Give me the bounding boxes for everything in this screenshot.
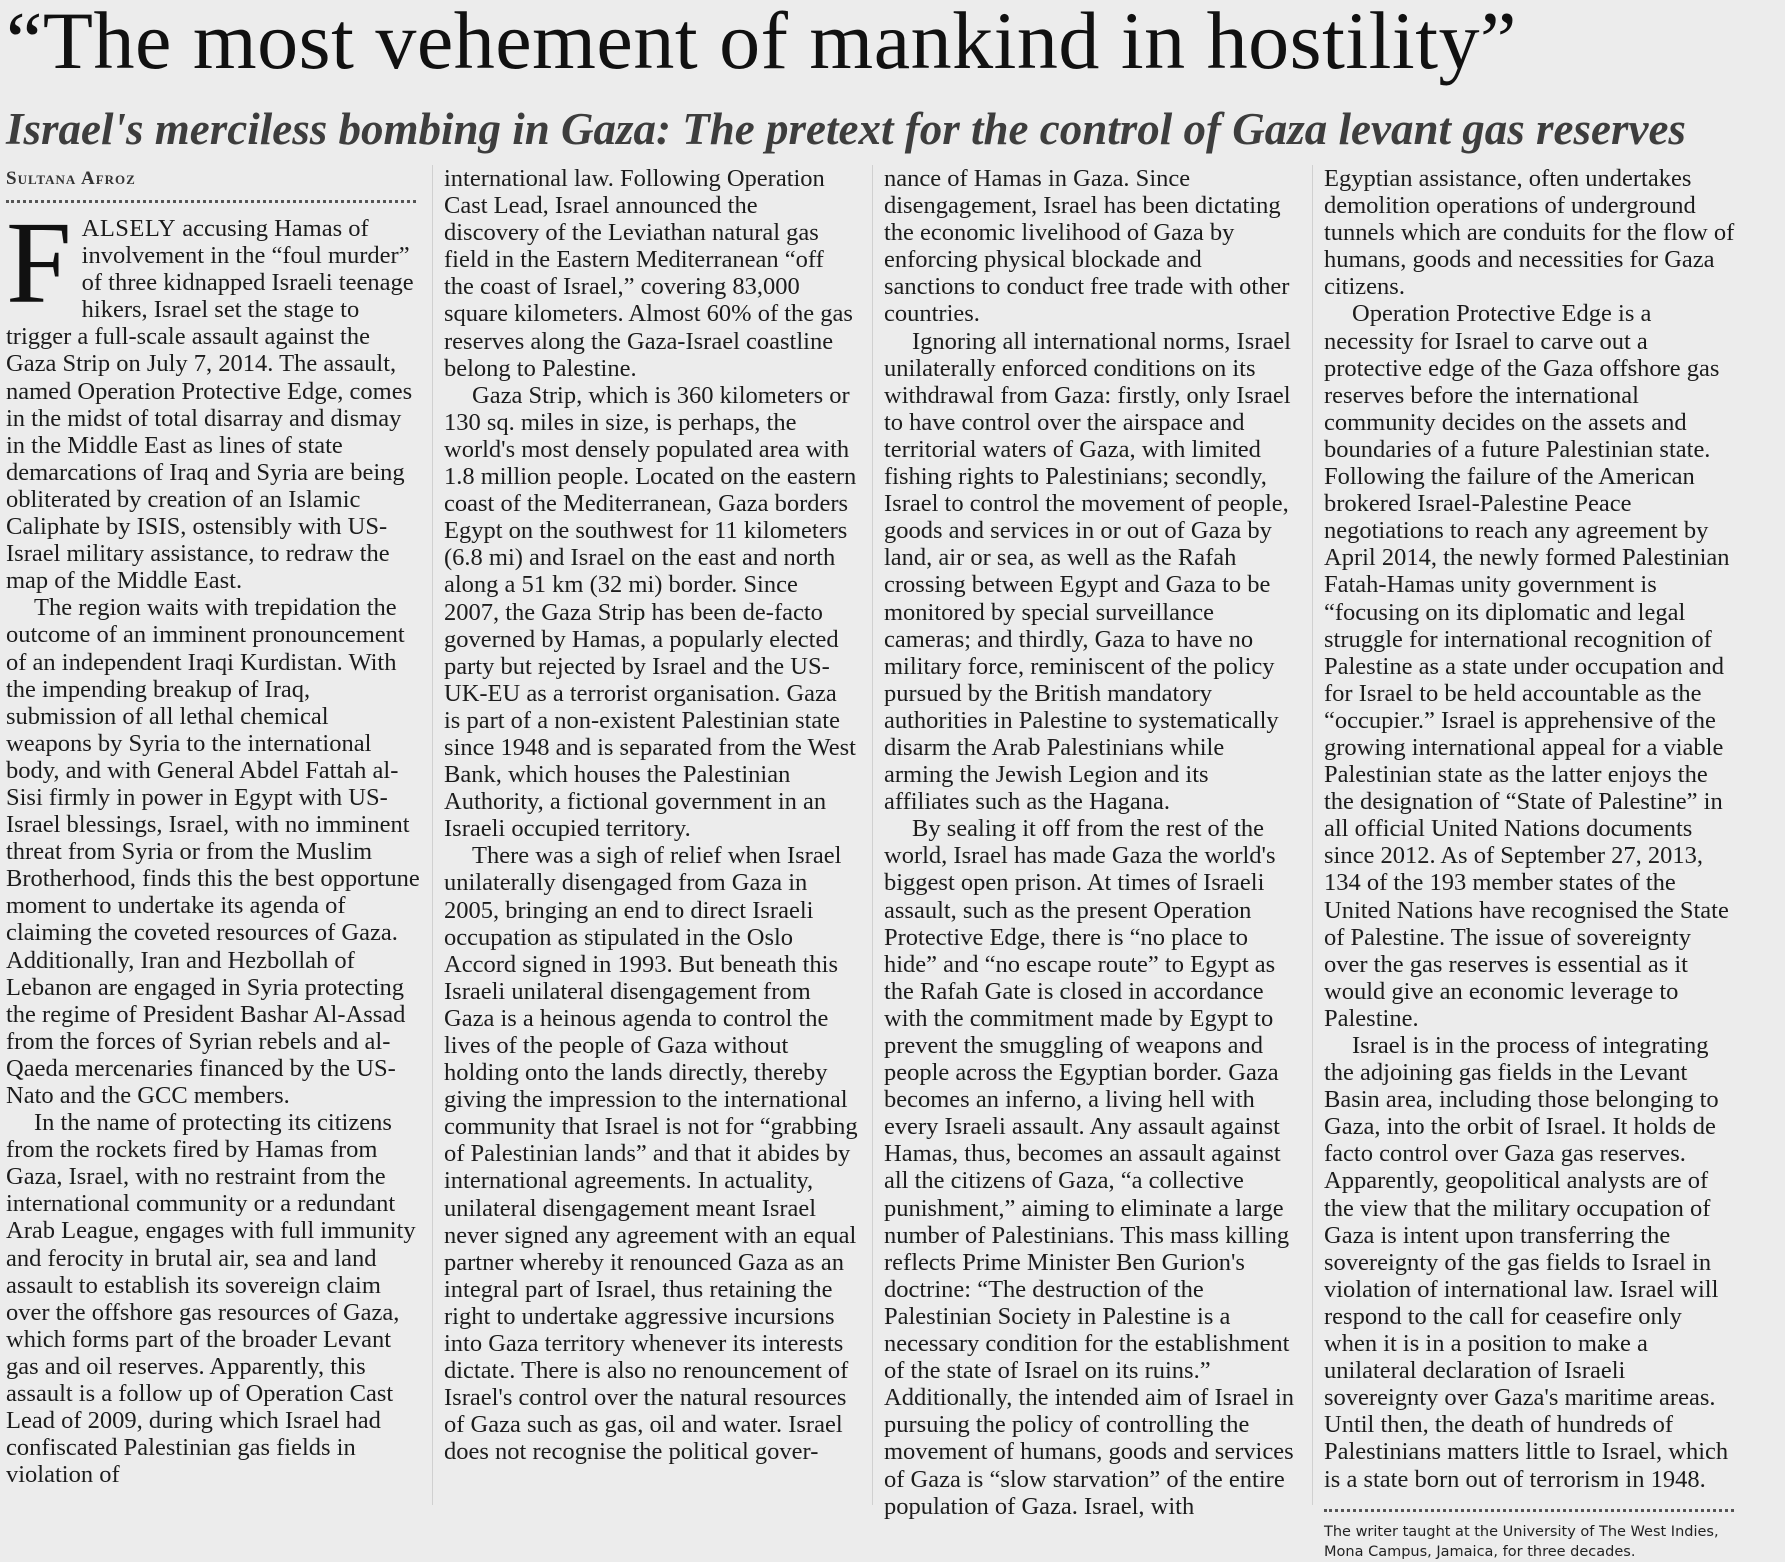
paragraph: There was a sigh of relief when Israel unilaterally disengaged from Gaza in 2005, bringing an end to direct Israeli occupation as stipulated in the Oslo Accord signed in 1993. But beneath this Israeli unilateral disengagement from Gaza is a heinous agenda to control the lives of the people of Gaza without holding onto the lands directly, thereby giving the impression to the international community that Israel is not for “grabbing of Palestinian lands” and that it abides by international agreements. In actuality, unilateral disengagement meant Israel never signed any agreement with an equal partner whereby it renounced Gaza as an integral part of Israel, thus retaining the right to undertake aggressive incursions into Gaza territory whenever its interests dictate. There is also no renouncement of Israel's control over the natural resources of Gaza such as gas, oil and water. Israel does not recognise the political gover- xyxy=(444,842,858,1466)
paragraph: international law. Following Operation Cast Lead, Israel announced the discovery of the Leviathan natural gas field in the Eastern Mediterranean “off the coast of Israel,” covering 83,000 square kilometers. Almost 60% of the gas reserves along the Gaza-Israel coastline belong to Palestine. xyxy=(444,165,853,382)
drop-cap: F xyxy=(6,197,72,328)
column-rule xyxy=(1312,165,1313,1505)
paragraph: Operation Protective Edge is a necessity for Israel to carve out a protective edge of the Gaza offshore gas reserves before the international community decides on the assets and boundaries of a future Palestinian state. Following the failure of the American brokered Israel-Palestine Peace negotiations to reach any agreement by April 2014, the newly formed Palestinian Fatah-Hamas unity government is “focusing on its diplomatic and legal struggle for international recognition of Palestine as a state under occupation and for Israel to be held accountable as the “occupier.” Israel is apprehensive of the growing international appeal for a viable Palestinian state as the latter enjoys the the designation of “State of Palestine” in all official United Nations documents since 2012. As of September 27, 2013, 134 of the 193 member states of the United Nations have recognised the State of Palestine. The issue of sovereignty over the gas reserves is essential as it would give an economic leverage to Palestine. xyxy=(1324,300,1730,1032)
paragraph-text: accusing Hamas of involvement in the “foul murder” of three kidnapped Israeli teenage hikers, Israel set the stage to trigger a full-scale assault against the Gaza Strip on July 7, 2014. The assault, named Operation Protective Edge, comes in the midst of total disarray and dismay in the Middle East as lines of state demarcations of Iraq and Syria are being obliterated by creation of an Islamic Caliphate by ISIS, ostensibly with US-Israel military assistance, to redraw the map of the Middle East. xyxy=(6,215,414,595)
column-2 xyxy=(444,165,858,1466)
column-rule xyxy=(872,165,873,1505)
subheadline: Israel's merciless bombing in Gaza: The pretext for the control of Gaza levant gas reserves xyxy=(6,104,1686,154)
paragraph: nance of Hamas in Gaza. Since disengagement, Israel has been dictating the economic livelihood of Gaza by enforcing physical blockade and sanctions to conduct free trade with other countries. xyxy=(884,165,1290,328)
paragraph: By sealing it off from the rest of the world, Israel has made Gaza the world's biggest open prison. At times of Israeli assault, such as the present Operation Protective Edge, there is “no place to hide” and “no escape route” to Egypt as the Rafah Gate is closed in accordance with the commitment made by Egypt to prevent the smuggling of weapons and people across the Egyptian border. Gaza becomes an inferno, a living hell with every Israeli assault. Any assault against Hamas, thus, becomes an assault against all the citizens of Gaza, “a collective punishment,” aiming to eliminate a large number of Palestinians. This mass killing reflects Prime Minister Ben Gurion's doctrine: “The destruction of the Palestinian Society in Palestine is a necessary condition for the establishment of the state of Israel on its ruins.” Additionally, the intended aim of Israel in pursuing the policy of controlling the movement of humans, goods and services of Gaza is “slow starvation” of the entire population of Gaza. Israel, with xyxy=(884,815,1295,1520)
column-4 xyxy=(1324,165,1738,1562)
byline: Sultana Afroz xyxy=(6,168,136,189)
column-rule xyxy=(432,165,433,1505)
column-1 xyxy=(6,165,420,1488)
paragraph: Ignoring all international norms, Israel unilaterally enforced conditions on its withdrawal from Gaza: firstly, only Israel to have control over the airspace and territorial waters of Gaza, with limited fishing rights to Palestinians; secondly, Israel to control the movement of people, goods and services in or out of Gaza by land, air or sea, as well as the Rafah crossing between Egypt and Gaza to be monitored by special surveillance cameras; and thirdly, Gaza to have no military force, reminiscent of the policy pursued by the British mandatory authorities in Palestine to systematically disarm the Arab Palestinians while arming the Jewish Legion and its affiliates such as the Hagana. xyxy=(884,327,1291,816)
lead-caps: ALSELY xyxy=(81,215,177,242)
footnote-divider xyxy=(1324,1503,1734,1512)
article-body xyxy=(6,165,1776,1560)
paragraph: Israel is in the process of integrating the adjoining gas fields in the Levant Basin area, including those belonging to Gaza, into the orbit of Israel. It holds de facto control over Gaza gas reserves. Apparently, geopolitical analysts are of the view that the military occupation of Gaza is intent upon transferring the sovereignty of the gas fields to Israel in violation of international law. Israel will respond to the call for ceasefire only when it is in a position to make a unilateral declaration of Israeli sovereignty over Gaza's maritime areas. Until then, the death of hundreds of Palestinians matters little to Israel, which is a state born out of terrorism in 1948. xyxy=(1324,1032,1729,1493)
author-footnote: The writer taught at the University of The West Indies, Mona Campus, Jamaica, for three decades. xyxy=(1324,1523,1719,1560)
paragraph: The region waits with trepidation the outcome of an imminent pronouncement of an independent Iraqi Kurdistan. With the impending breakup of Iraq, submission of all lethal chemical weapons by Syria to the international body, and with General Abdel Fattah al-Sisi firmly in power in Egypt with US-Israel blessings, Israel, with no imminent threat from Syria or from the Muslim Brotherhood, finds this the best opportune moment to undertake its agenda of claiming the coveted resources of Gaza. Additionally, Iran and Hezbollah of Lebanon are engaged in Syria protecting the regime of President Bashar Al-Assad from the forces of Syrian rebels and al-Qaeda mercenaries financed by the US-Nato and the GCC members. xyxy=(6,594,420,1109)
paragraph: In the name of protecting its citizens from the rockets fired by Hamas from Gaza, Israel, with no restraint from the international community or a redundant Arab League, engages with full immunity and ferocity in brutal air, sea and land assault to establish its sovereign claim over the offshore gas resources of Gaza, which forms part of the broader Levant gas and oil reserves. Apparently, this assault is a follow up of Operation Cast Lead of 2009, during which Israel had confiscated Palestinian gas fields in violation of xyxy=(6,1109,416,1489)
paragraph-lead xyxy=(6,197,420,595)
paragraph: Egyptian assistance, often undertakes demolition operations of underground tunnels which are conduits for the flow of humans, goods and necessities for Gaza citizens. xyxy=(1324,165,1735,301)
headline: “The most vehement of mankind in hostility” xyxy=(6,0,1517,86)
column-3 xyxy=(884,165,1298,1520)
paragraph: Gaza Strip, which is 360 kilometers or 130 sq. miles in size, is perhaps, the world's most densely populated area with 1.8 million people. Located on the eastern coast of the Mediterranean, Gaza borders Egypt on the southwest for 11 kilometers (6.8 mi) and Israel on the east and north along a 51 km (32 mi) border. Since 2007, the Gaza Strip has been de-facto governed by Hamas, a popularly elected party but rejected by Israel and the US-UK-EU as a terrorist organisation. Gaza is part of a non-existent Palestinian state since 1948 and is separated from the West Bank, which houses the Palestinian Authority, a fictional government in an Israeli occupied territory. xyxy=(444,381,857,843)
